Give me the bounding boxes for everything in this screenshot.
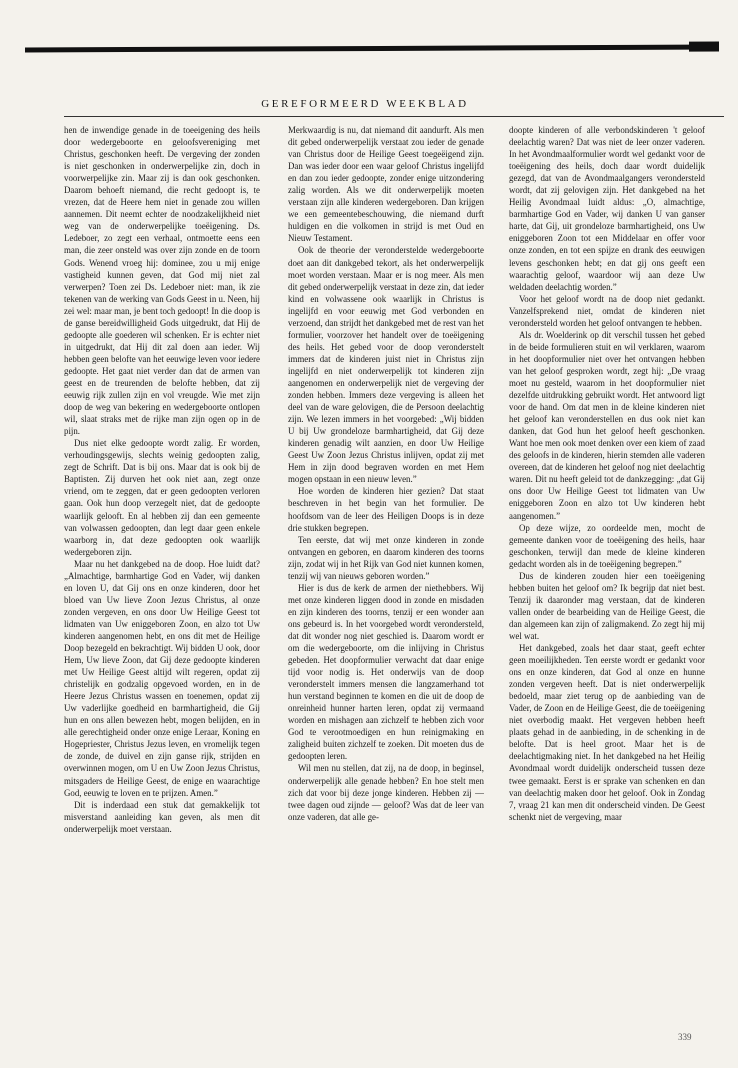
paragraph: Wil men nu stellen, dat zij, na de doop, in beginsel, onderwerpelijk alle genade hebben? En hoe stelt men zich dat voor bij deze jonge kinderen. Hebben zij — twee dagen oud zijnde — geloof? Was dat de leer van onze vaderen, dat alle ge- — [288, 763, 484, 822]
paragraph: Op deze wijze, zo oordeelde men, mocht de gemeente danken voor de toeëigening des heils, haar geschonken, terwijl dan mede de kleine kinderen gedacht worden als in de toeëigening begrepen.” — [509, 522, 705, 569]
text-column-1 — [64, 124, 260, 1024]
paragraph: Hoe worden de kinderen hier gezien? Dat staat beschreven in het begin van het formulier. De hoofdsom van de leer des Heiligen Doops is in deze drie stukken begrepen. — [288, 486, 484, 533]
running-header: GEREFORMEERD WEEKBLAD — [261, 98, 469, 110]
text-column-2 — [288, 124, 484, 1024]
top-rule-bar — [25, 44, 715, 52]
paragraph: Merkwaardig is nu, dat niemand dit aandurft. Als men dit gebed onderwerpelijk verstaat zou ieder de genade van Christus door de Heilige Geest toegeëigend zijn. Dan was ieder door een waar geloof Christus ingelijfd en dan zou ieder gedoopte, zonder enige uitzondering zalig worden. Als we dit onderwerpelijk moeten verstaan zijn alle kinderen wedergeboren. Dan krijgen we een gemeentebeschouwing, die niemand durft huldigen en die volkomen in strijd is met Oud en Nieuw Testament. — [288, 125, 484, 244]
page-number: 339 — [678, 1032, 692, 1042]
paragraph: doopte kinderen of alle verbondskinderen 't geloof deelachtig waren? Dat was niet de leer onzer vaderen. In het Avondmaalformulier wordt wel gedankt voor de toeëigening des heils, doch daar wordt duidelijk gezegd, dat van de Avondmaalgangers verondersteld wordt, dat zij gelovigen zijn. Het dankgebed na het Heilig Avondmaal luidt aldus: „O, almachtige, barmhartige God en Vader, wij danken U van ganser harte, dat Gij, uit grondeloze barmhartigheid, ons Uw eniggeboren Zoon tot een Middelaar en offer voor onze zonden, en tot een spijze en drank des eeuwigen levens geschonken hebt; en dat gij ons geeft een waarachtig geloof, waardoor wij aan deze Uw weldaden deelachtig worden.” — [509, 125, 705, 292]
paragraph: Het dankgebed, zoals het daar staat, geeft echter geen moeilijkheden. Ten eerste wordt er gedankt voor ons en onze kinderen, dat God al onze en hunne zonden vergeven heeft. Dat is niet onderwerpelijk bedoeld, maar ziet terug op de aanbieding van de Vader, de Zoon en de Heilige Geest, die de toeëigening niet overbodig maakt. Het vergeven hebben heeft plaats gehad in de aanbieding, in de schenking in de belofte. Dat is heel groot. Maar het is de deelachtigmaking niet. In het dankgebed na het Heilig Avondmaal wordt duidelijk onderscheid tussen deze twee gemaakt. Eerst is er sprake van schenken en dan van deelachtig maken door het geloof. Ook in Zondag 7, vraag 21 kan men dit onderscheid vinden. De Geest schenkt niet de vergeving, maar — [509, 643, 705, 822]
paragraph: Voor het geloof wordt na de doop niet gedankt. Vanzelfsprekend niet, omdat de kinderen niet verondersteld worden het geloof ontvangen te hebben. — [509, 293, 705, 328]
paragraph: Als dr. Woelderink op dit verschil tussen het gebed in de beide formulieren stuit en wil verklaren, waarom in het doopformulier niet over het ontvangen hebben van het geloof gesproken wordt, zegt hij: „De vraag moet nu gesteld, waarom in het doopformulier niet dezelfde uitdrukking gebruikt wordt. Het antwoord ligt voor de hand. Om dat men in de kleine kinderen niet het geloof kan veronderstellen en dus ook niet kan danken, dat God hun het geloof heeft geschonken. Want hoe men ook moet denken over een kiem of zaad des geloofs in de kinderen, hierin stemden alle vaderen overeen, dat de kinderen het geloof nog niet deelachtig waren. Dit nu heeft geleid tot de dankzegging: „dat Gij ons door Uw Heilige Geest tot lidmaten van Uw eniggeboren Zoon en alzo tot Uw kinderen hebt aangenomen.” — [509, 329, 705, 521]
header-rule — [64, 116, 724, 117]
paragraph: Ten eerste, dat wij met onze kinderen in zonde ontvangen en geboren, en daarom kinderen des toorns zijn, zodat wij in het Rijk van God niet kunnen komen, tenzij wij van nieuws geboren worden.” — [288, 534, 484, 581]
paragraph: Hier is dus de kerk de armen der niethebbers. Wij met onze kinderen liggen dood in zonde en misdaden en zijn kinderen des toorns, tenzij er een wonder aan ons gebeurd is. In het voorgebed wordt verondersteld, dat dit wonder nog niet geschied is. Daarom wordt er om die wedergeboorte, om die inlijving in Christus gebeden. Het doopformulier verwacht dat daar enige tijd voor nodig is. Het onderwijs van de doop veronderstelt immers mensen die langzamerhand tot hun verstand beginnen te komen en die uit de doop de onreinheid hunner harten leren, opdat zij vermaand worden en mishagen aan zichzelf te hebben zich voor God te verootmoedigen en hun reinigmaking en zaligheid buiten zichzelf te zoeken. Dit moeten dus de gedoopten leren. — [288, 582, 484, 762]
paragraph: Dus de kinderen zouden hier een toeëigening hebben buiten het geloof om? Ik begrijp dat niet best. Tenzij ik daaronder mag verstaan, dat de kinderen vallen onder de bearbeiding van de Heilige Geest, die dan algemeen kan zijn of zaligmakend. Zo zegt hij mij wel wat. — [509, 570, 705, 641]
paragraph: hen de inwendige genade in de toeeigening des heils door wedergeboorte en geloofsvereniging met Christus, geschonken heeft. De vergeving der zonden is niet geschonken in onderwerpelijke zin, doch in voorwerpelijke zin. Maar zij is dan ook geschonken. Daarom behoeft niemand, die recht gedoopt is, te vrezen, dat de Heere hem niet in genade zou willen aannemen. Dit neemt echter de noodzakelijkheid niet weg van de onderwerpelijke toeëigening. Ds. Ledeboer, zo zegt een verhaal, ontmoette eens een man, die zeer onsteld was over zijn zonde en de toorn Gods. Wenend vroeg hij: dominee, zou u mij enige vastigheid kunnen geven, dat God mij niet zal verwerpen? Toen zei Ds. Ledeboer niet: man, ik zie tekenen van de werking van Gods Geest in u. Neen, hij zei wel: maar man, je bent toch gedoopt! In die doop is de ganse bereidwilligheid Gods uitgedrukt, dat Hij de gedoopte alle goederen wil schenken. Er is echter niet in uitgedrukt, dat Hij dit zal doen aan ieder. Wij hebben geen belofte van het eeuwige leven voor iedere gedoopte. Het gaat niet verder dan dat de armen van geest en de treurenden de belofte hebben, dat zij eeuwig rijk zullen zijn en vol vreugde. Wie met zijn doop de weg van bekering en wedergeboorte ontlopen wil, slaat straks met de rijke man zijn ogen op in de pijn. — [64, 125, 260, 437]
paragraph: Ook de theorie der veronderstelde wedergeboorte doet aan dit dankgebed tekort, als het onderwerpelijk moet worden verstaan. Maar er is nog meer. Als men dit gebed onderwerpelijk verstaat in deze zin, dat ieder kind en volwassene ook waarlijk in Christus is ingelijfd en voor eeuwig met God verbonden en verzoend, dan strijdt het dankgebed met de rest van het formulier, voorzover het handelt over de toeëigening des heils. Het gebed voor de doop veronderstelt immers dat de kinderen juist niet in Christus zijn ingelijfd en niet onderwerpelijk tot kinderen zijn aangenomen en onderwerpelijk niet de vergeving der zonden hebben. Immers deze vergeving is alleen het deel van de ware gelovigen, die de Persoon deelachtig zijn. We lezen immers in het voorgebed: „Wij bidden U bij Uw grondeloze barmhartigheid, dat Gij deze kinderen genadig wilt aanzien, en door Uw Heilige Geest Uw Zoon Jezus Christus inlijven, opdat zij met Hem in zijn dood begraven worden en met Hem mogen opstaan in een nieuw leven.” — [288, 245, 484, 485]
paragraph: Dit is inderdaad een stuk dat gemakkelijk tot misverstand aanleiding kan geven, als men dit onderwerpelijk moet verstaan. — [64, 799, 260, 834]
paragraph: Dus niet elke gedoopte wordt zalig. Er worden, verhoudingsgewijs, slechts weinig gedoopten zalig, zegt de Schrift. Dat is bij ons. Maar dat is ook bij de Baptisten. Zij durven het ook niet aan, zegt onze vriend, om te zeggen, dat er geen gedoopten verloren gaan. Ook hun doop verzegelt niet, dat de gedoopte waarlijk gelooft. En al hebben zij dan een gemeente van volwassen gedoopten, dan legt daar geen enkele waarborg in, dat deze gedoopten ook waarlijk wedergeboren zijn. — [64, 438, 260, 557]
text-column-3 — [509, 124, 705, 1024]
paragraph: Maar nu het dankgebed na de doop. Hoe luidt dat? „Almachtige, barmhartige God en Vader, wij danken en loven U, dat Gij ons en onze kinderen, door het bloed van Uw lieve Zoon Jezus Christus, al onze zonden vergeven, en ons door Uw Heilige Geest tot lidmaten van Uw eniggeboren Zoon, en alzo tot Uw kinderen aangenomen hebt, en ons dit met de Heilige Doop bezegeld en bekrachtigt. Wij bidden U ook, door Hem, Uw lieve Zoon, dat Gij deze gedoopte kinderen met Uw Heilige Geest altijd wilt regeren, opdat zij christelijk en godzalig opgevoed worden, en in de Heere Jezus Christus wassen en toenemen, opdat zij Uw vaderlijke goedheid en barmhartigheid, die Gij hun en ons allen bewezen hebt, mogen belijden, en in alle gerechtigheid onder onze enige Leraar, Koning en Hogepriester, Christus Jezus leven, en vromelijk tegen de zonde, de duivel en zijn ganse rijk, strijden en overwinnen mogen, om U en Uw Zoon Jezus Christus, mitsgaders de Heilige Geest, de enige en waarachtige God, eeuwig te loven en te prijzen. Amen.” — [64, 558, 260, 798]
